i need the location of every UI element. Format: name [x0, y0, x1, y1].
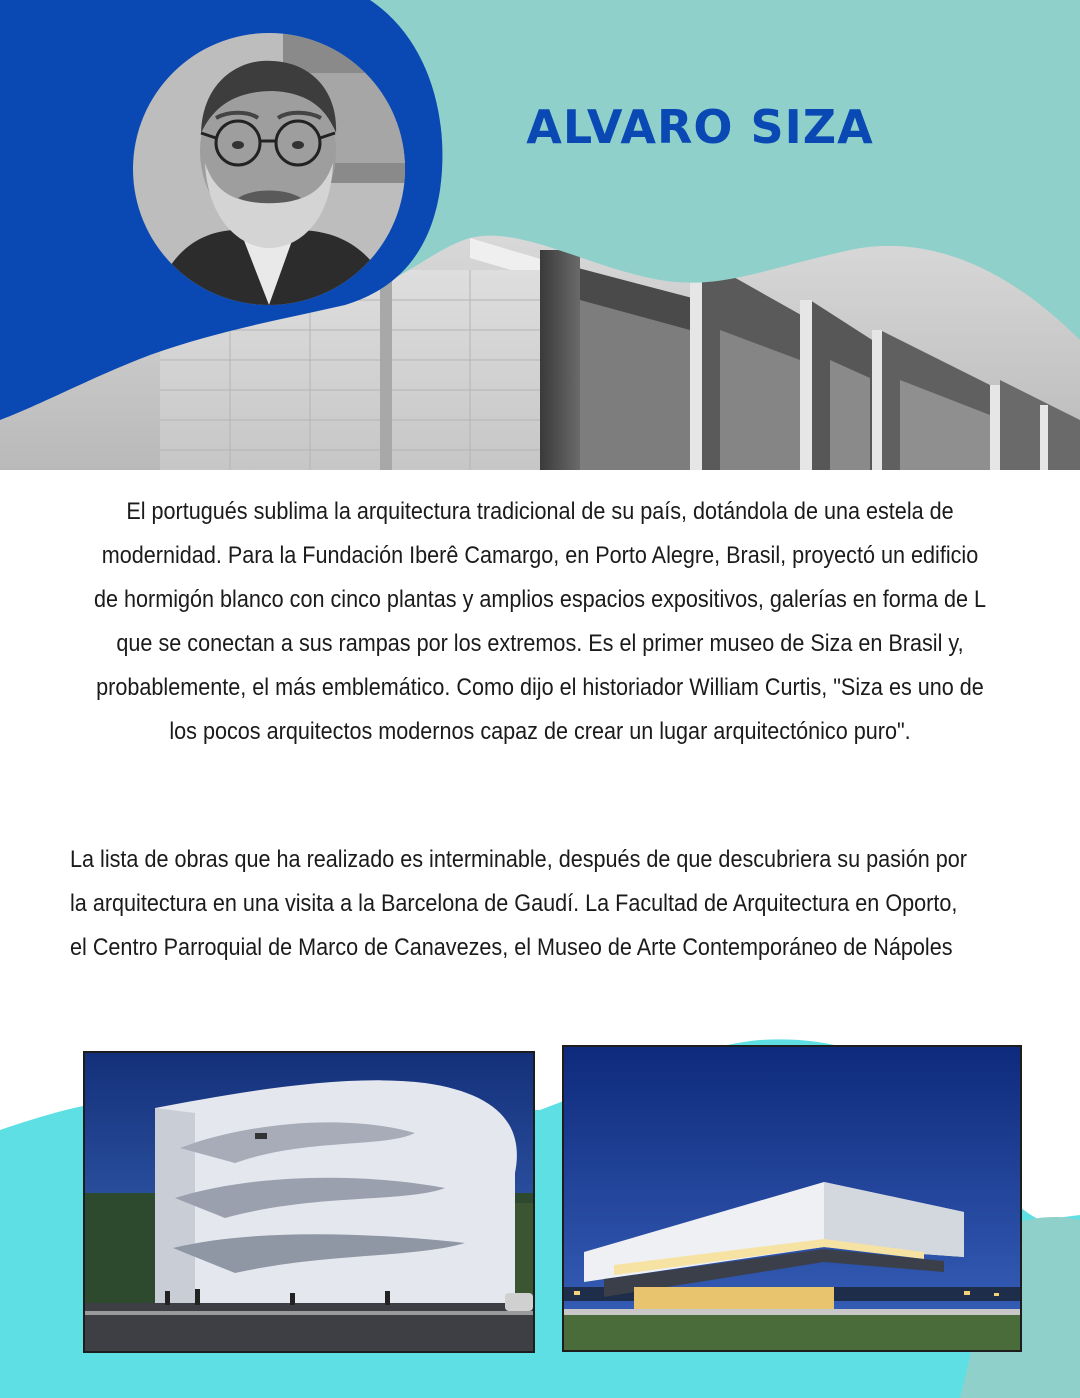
white-museum-building-photo-icon	[85, 1053, 533, 1351]
page-title: ALVARO SIZA	[526, 100, 874, 154]
intro-paragraph: El portugués sublima la arquitectura tradicional de su país, dotándola de una estela de modernidad. Para la Fundación Iberê Camargo, en Porto Alegre, Brasil, proyectó un edificio de hormigón blanco con cinco plantas y amplios espacios expositivos, galerías en forma de L que se conectan a sus rampas por los extremos. Es el primer museo de Siza en Brasil y, probablemente, el más emblemático. Como dijo el historiador William Curtis, "Siza es uno de los pocos arquitectos modernos capaz de crear un lugar arquitectónico puro".	[93, 498, 987, 745]
portrait-photo-icon	[133, 33, 405, 305]
portrait	[133, 33, 405, 305]
photo-white-museum	[83, 1051, 535, 1353]
photo-night-pavilion	[562, 1045, 1022, 1352]
night-pavilion-building-photo-icon	[564, 1047, 1020, 1350]
works-paragraph: La lista de obras que ha realizado es interminable, después de que descubriera su pasión por la arquitectura en una visita a la Barcelona de Gaudí. La Facultad de Arquitectura en Oporto, el Centro Parroquial de Marco de Canavezes, el Museo de Arte Contemporáneo de Nápoles	[70, 846, 967, 961]
